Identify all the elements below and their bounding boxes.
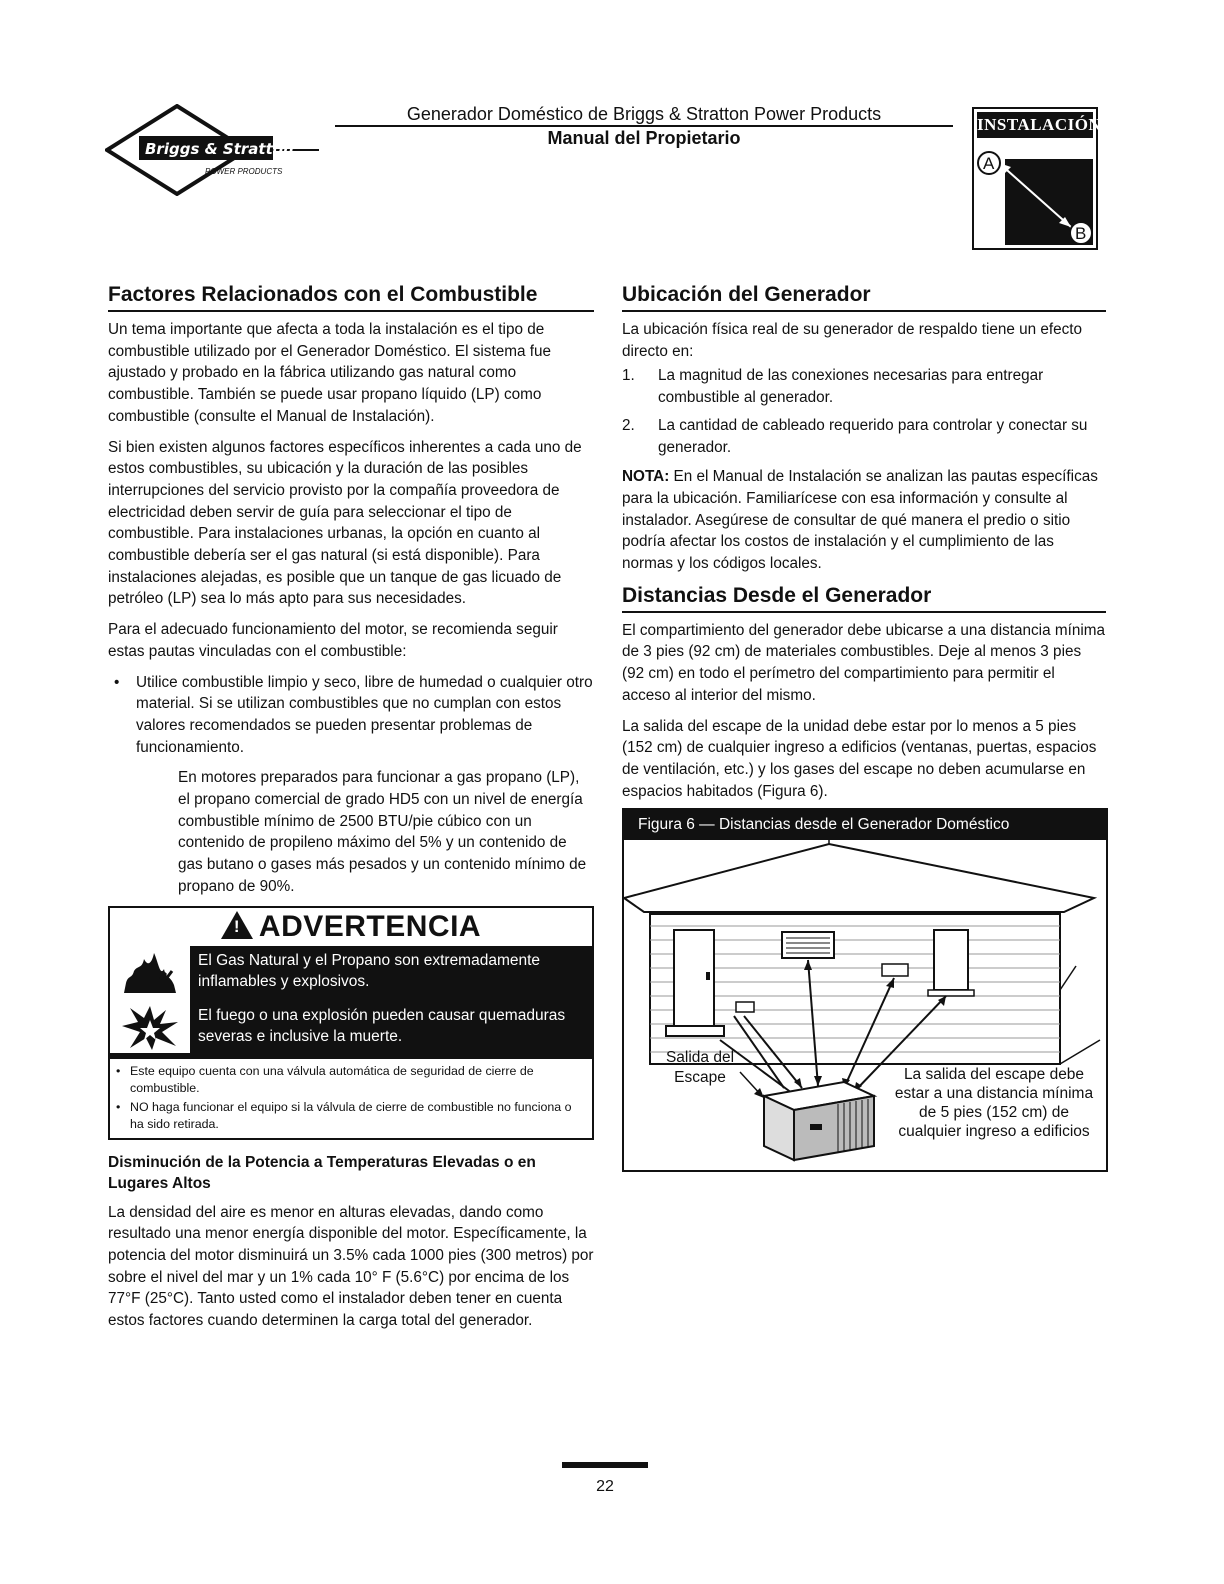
warning-row bbox=[110, 1001, 592, 1053]
explosion-hazard-icon bbox=[110, 1001, 190, 1053]
note-text: En el Manual de Instalación se analizan las pautas específicas para la ubicación. Familiarícese con esa información y consulte al instalador. Asegúrese de consultar de qué manera el predio o sitio podría afectar los costos de instalación y el cumplimiento de las normas y los códigos locales. bbox=[622, 468, 1098, 573]
section-tab bbox=[972, 107, 1102, 250]
figure-caption: Figura 6 — Distancias desde el Generador Doméstico bbox=[624, 810, 1106, 840]
warning-triangle-icon: ! bbox=[221, 911, 253, 939]
bullet-item: • Utilice combustible limpio y seco, libre de humedad o cualquier otro material. Si se utilizan combustibles que no cumplan con estos valores recomendados se pueden presentar problemas de funcionamiento. bbox=[108, 672, 594, 759]
numbered-item: 2. La cantidad de cableado requerido para controlar y conectar su generador. bbox=[622, 416, 1088, 456]
indented-paragraph: En motores preparados para funcionar a gas propano (LP), el propano comercial de grado HD5 con un nivel de energía combustible mínimo de 2500 BTU/pie cúbico con un contenido de propileno máximo del 5% y un contenido de gas butano o gases más pesados y un contenido mínimo de propano de 90%. bbox=[178, 769, 587, 895]
tab-point-a: A bbox=[983, 154, 995, 173]
warning-bullets bbox=[110, 1059, 592, 1138]
location-heading: Ubicación del Generador bbox=[622, 283, 1106, 312]
warning-row bbox=[110, 946, 592, 998]
brand-name: Briggs & Stratton bbox=[145, 140, 294, 158]
document-title: Generador Doméstico de Briggs & Stratton Power Products bbox=[406, 104, 882, 124]
warning-box bbox=[108, 906, 594, 1140]
page-number-bar bbox=[562, 1462, 648, 1468]
paragraph: Si bien existen algunos factores específicos inherentes a cada uno de estos combustibles, su ubicación y la duración de las posibles interrupciones del servicio provisto por la compañía proveedora de electricidad deben servir de guía para seleccionar el tipo de combustible. Para instalaciones urbanas, la opción en cuanto al combustible debería ser el gas natural (si está disponible). Para instalaciones alejadas, es posible que un tanque de gas licuado de petróleo (LP) sea lo más apto para sus necesidades. bbox=[108, 438, 582, 608]
paragraph: La densidad del aire es menor en alturas elevadas, dando como resultado una menor energía disponible del motor. Específicamente, la potencia del motor disminuirá un 3.5% cada 1000 pies (300 metros) por sobre el nivel del mar y un 1% cada 10° F (5.6°C) por encima de los 77°F (25°C). Tanto usted como el instalador deben tener en cuenta estos factores cuando determinen la carga total del generador. bbox=[108, 1203, 594, 1330]
paragraph: La ubicación física real de su generador de respaldo tiene un efecto directo en: bbox=[622, 321, 1083, 360]
document-subtitle: Manual del Propietario bbox=[547, 128, 741, 148]
section-tab-label: INSTALACIÓN bbox=[977, 112, 1093, 138]
brand-sub: POWER PRODUCTS bbox=[205, 167, 283, 176]
note-label: NOTA: bbox=[622, 468, 670, 486]
clearance-label: La salida del escape debe estar a una distancia mínima de 5 pies (152 cm) de cualquier ingreso a edificios bbox=[894, 1066, 1094, 1141]
left-column bbox=[108, 283, 594, 1341]
paragraph: Para el adecuado funcionamiento del motor, se recomienda seguir estas pautas vinculadas con el combustible: bbox=[108, 621, 558, 660]
paragraph: La salida del escape de la unidad debe estar por lo menos a 5 pies (152 cm) de cualquier ingreso a edificios (ventanas, puertas, espacios de ventilación, etc.) y los gases del escape no deben acumularse en espacios habitados (Figura 6). bbox=[622, 717, 1097, 800]
numbered-item: 1. La magnitud de las conexiones necesarias para entregar combustible al generador. bbox=[622, 367, 1044, 407]
right-column bbox=[622, 283, 1106, 1172]
fire-hazard-icon bbox=[110, 946, 190, 998]
warning-text-burns: El fuego o una explosión pueden causar quemaduras severas e inclusive la muerte. bbox=[190, 1001, 592, 1053]
paragraph: El compartimiento del generador debe ubicarse a una distancia mínima de 3 pies (92 cm) de materiales combustibles. Deje al menos 3 pies (92 cm) en todo el perímetro del compartimiento para permitir el acceso al interior del mismo. bbox=[622, 621, 1105, 704]
install-diagram-icon bbox=[977, 141, 1093, 245]
warning-bullet: • NO haga funcionar el equipo si la válvula de cierre de combustible no funciona o ha sido retirada. bbox=[114, 1099, 586, 1133]
warning-bullet: • Este equipo cuenta con una válvula automática de seguridad de cierre de combustible. bbox=[114, 1063, 586, 1097]
header-rule bbox=[335, 125, 953, 127]
derating-subheading: Disminución de la Potencia a Temperaturas Elevadas o en Lugares Altos bbox=[108, 1153, 536, 1192]
tab-point-b: B bbox=[1075, 224, 1087, 243]
figure-6 bbox=[622, 808, 1108, 1172]
brand-logo bbox=[105, 104, 325, 196]
exhaust-outlet-label: Salida del Escape bbox=[665, 1049, 735, 1087]
paragraph: Un tema importante que afecta a toda la instalación es el tipo de combustible utilizado por el Generador Doméstico. El sistema fue ajustado y probado en la fábrica utilizando gas natural como combustible. También se puede usar propano líquido (LP) como combustible (consulte el Manual de Instalación). bbox=[108, 321, 551, 425]
warning-title: ! ADVERTENCIA bbox=[110, 908, 592, 946]
note-paragraph bbox=[622, 466, 1106, 575]
fuel-factors-heading: Factores Relacionados con el Combustible bbox=[108, 283, 594, 312]
page-number: 22 bbox=[596, 1478, 614, 1495]
distances-heading: Distancias Desde el Generador bbox=[622, 584, 1106, 613]
warning-text-flammable: El Gas Natural y el Propano son extremadamente inflamables y explosivos. bbox=[190, 946, 592, 998]
